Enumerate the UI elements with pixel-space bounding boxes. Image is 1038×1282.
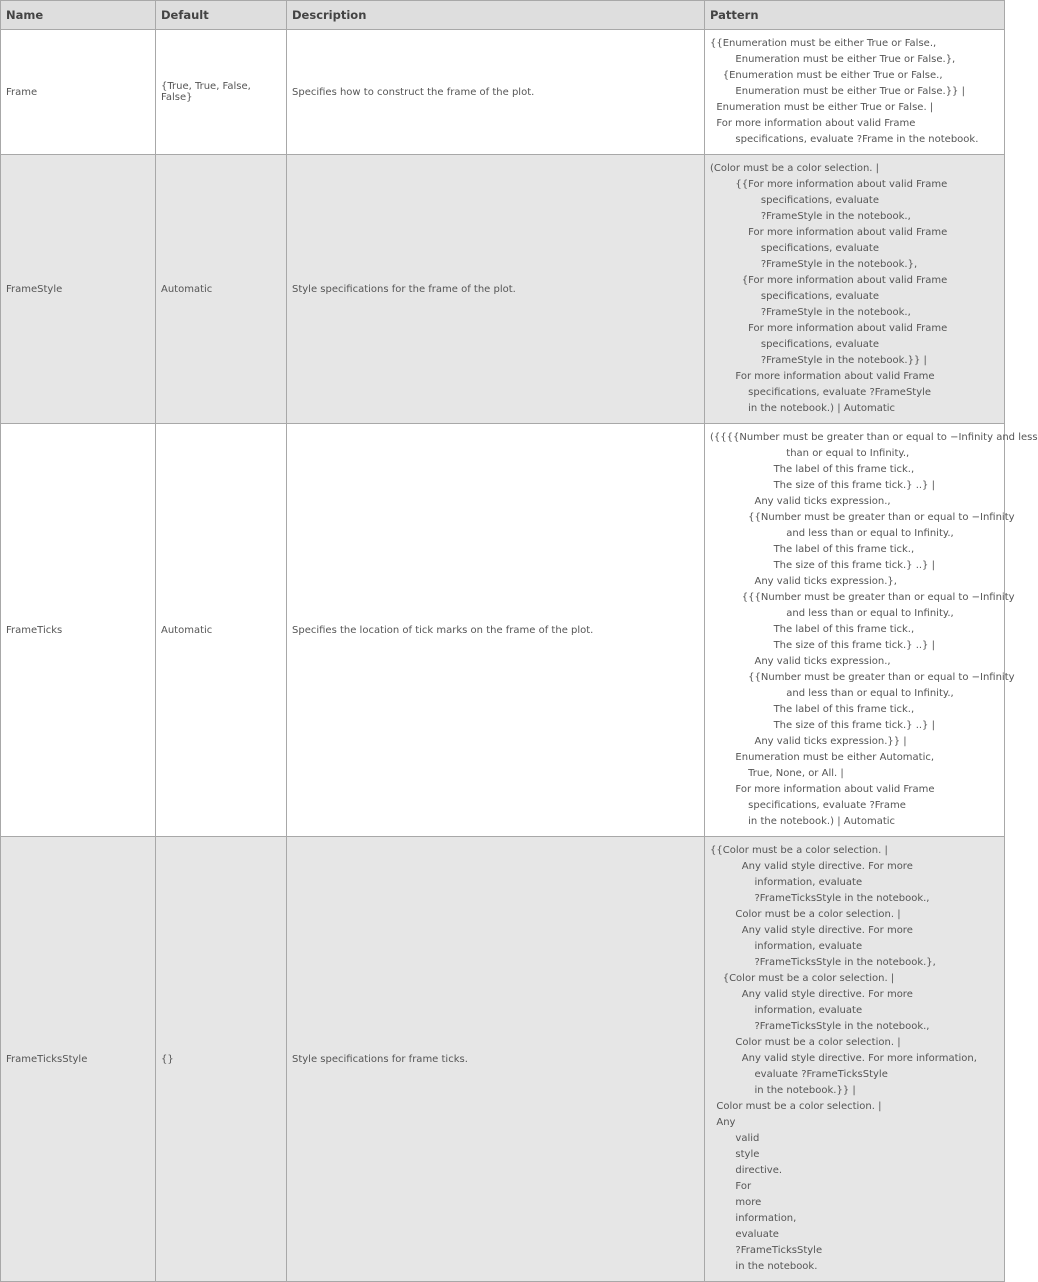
cell-name: FrameStyle	[1, 155, 156, 424]
cell-default: {True, True, False, False}	[156, 30, 287, 155]
pattern-line: Any valid ticks expression.}} |	[710, 736, 907, 747]
pattern-line: The size of this frame tick.} ..} |	[710, 720, 935, 731]
pattern-line: {{Enumeration must be either True or False.,	[710, 38, 937, 49]
pattern-line: directive.	[710, 1165, 783, 1176]
pattern-line: {{Color must be a color selection. |	[710, 845, 888, 856]
pattern-line: The label of this frame tick.,	[710, 624, 915, 635]
cell-default: Automatic	[156, 155, 287, 424]
pattern-line: and less than or equal to Infinity.,	[710, 688, 954, 699]
pattern-line: ?FrameStyle in the notebook.,	[710, 211, 911, 222]
pattern-line: Enumeration must be either True or False.}} |	[710, 86, 965, 97]
pattern-line: than or equal to Infinity.,	[710, 448, 910, 459]
pattern-line: evaluate	[710, 1229, 779, 1240]
header-default[interactable]: Default	[156, 1, 287, 30]
pattern-line: specifications, evaluate	[710, 291, 880, 302]
cell-name: Frame	[1, 30, 156, 155]
table-row-framticksstyle	[1, 837, 1005, 1282]
pattern-line: Any valid style directive. For more	[710, 925, 913, 936]
pattern-line: Any valid ticks expression.},	[710, 576, 897, 587]
table-row-frameticks	[1, 424, 1005, 837]
pattern-line: Any valid style directive. For more	[710, 989, 913, 1000]
pattern-line: Color must be a color selection. |	[710, 1037, 901, 1048]
pattern-line: The size of this frame tick.} ..} |	[710, 560, 935, 571]
pattern-line: information, evaluate	[710, 877, 863, 888]
cell-description: Style specifications for the frame of the plot.	[287, 155, 705, 424]
pattern-line: in the notebook.	[710, 1261, 818, 1272]
cell-name: FrameTicks	[1, 424, 156, 837]
pattern-line: The label of this frame tick.,	[710, 544, 915, 555]
pattern-line: For more information about valid Frame	[710, 784, 935, 795]
cell-description: Style specifications for frame ticks.	[287, 837, 705, 1282]
pattern-line: For more information about valid Frame	[710, 323, 948, 334]
cell-default: Automatic	[156, 424, 287, 837]
pattern-line: True, None, or All. |	[710, 768, 844, 779]
pattern-line: ?FrameTicksStyle in the notebook.},	[710, 957, 936, 968]
pattern-line: Any	[710, 1117, 736, 1128]
cell-pattern	[705, 30, 1005, 155]
pattern-line: For more information about valid Frame	[710, 227, 948, 238]
pattern-line: ?FrameTicksStyle in the notebook.,	[710, 893, 930, 904]
pattern-line: ({{{{Number must be greater than or equal to −Infinity and less	[710, 432, 1038, 443]
pattern-line: Color must be a color selection. |	[710, 1101, 882, 1112]
cell-pattern	[705, 155, 1005, 424]
pattern-line: specifications, evaluate	[710, 195, 880, 206]
pattern-line: For more information about valid Frame	[710, 371, 935, 382]
header-name[interactable]: Name	[1, 1, 156, 30]
header-description[interactable]: Description	[287, 1, 705, 30]
pattern-line: For	[710, 1181, 752, 1192]
pattern-line: ?FrameTicksStyle in the notebook.,	[710, 1021, 930, 1032]
pattern-line: information, evaluate	[710, 941, 863, 952]
pattern-line: ?FrameStyle in the notebook.,	[710, 307, 911, 318]
pattern-line: specifications, evaluate ?FrameStyle	[710, 387, 932, 398]
pattern-line: ?FrameTicksStyle	[710, 1245, 823, 1256]
cell-description: Specifies how to construct the frame of the plot.	[287, 30, 705, 155]
pattern-line: Any valid style directive. For more	[710, 861, 913, 872]
pattern-line: For more information about valid Frame	[710, 118, 916, 129]
pattern-line: specifications, evaluate	[710, 243, 880, 254]
pattern-line: Any valid style directive. For more information,	[710, 1053, 977, 1064]
pattern-line: and less than or equal to Infinity.,	[710, 608, 954, 619]
table-row-frame	[1, 30, 1005, 155]
pattern-line: The label of this frame tick.,	[710, 464, 915, 475]
pattern-line: {Color must be a color selection. |	[710, 973, 895, 984]
pattern-line: specifications, evaluate ?Frame	[710, 800, 906, 811]
cell-name: FrameTicksStyle	[1, 837, 156, 1282]
cell-description: Specifies the location of tick marks on the frame of the plot.	[287, 424, 705, 837]
pattern-line: ?FrameStyle in the notebook.},	[710, 259, 918, 270]
cell-pattern	[705, 424, 1038, 837]
pattern-line: in the notebook.}} |	[710, 1085, 856, 1096]
header-row	[1, 1, 1005, 30]
pattern-line: Any valid ticks expression.,	[710, 496, 891, 507]
pattern-line: ?FrameStyle in the notebook.}} |	[710, 355, 927, 366]
table-body	[1, 30, 1038, 1282]
pattern-line: more	[710, 1197, 762, 1208]
pattern-line: specifications, evaluate ?Frame in the notebook.	[710, 134, 979, 145]
pattern-line: {{Number must be greater than or equal to −Infinity	[710, 672, 1015, 683]
pattern-line: Enumeration must be either True or False.},	[710, 54, 956, 65]
header-pattern[interactable]: Pattern	[705, 1, 1005, 30]
cell-pattern	[705, 837, 1005, 1282]
pattern-line: Enumeration must be either True or False. |	[710, 102, 934, 113]
table-row-framestyle	[1, 155, 1005, 424]
pattern-line: information, evaluate	[710, 1005, 863, 1016]
pattern-line: valid	[710, 1133, 760, 1144]
pattern-line: (Color must be a color selection. |	[710, 163, 880, 174]
pattern-line: style	[710, 1149, 760, 1160]
pattern-line: Any valid ticks expression.,	[710, 656, 891, 667]
pattern-line: information,	[710, 1213, 797, 1224]
pattern-line: in the notebook.) | Automatic	[710, 816, 896, 827]
pattern-line: The size of this frame tick.} ..} |	[710, 640, 935, 651]
pattern-line: {{For more information about valid Frame	[710, 179, 948, 190]
pattern-line: and less than or equal to Infinity.,	[710, 528, 954, 539]
pattern-line: {For more information about valid Frame	[710, 275, 948, 286]
pattern-line: The size of this frame tick.} ..} |	[710, 480, 935, 491]
pattern-line: specifications, evaluate	[710, 339, 880, 350]
pattern-line: in the notebook.) | Automatic	[710, 403, 896, 414]
pattern-line: {Enumeration must be either True or False.,	[710, 70, 943, 81]
pattern-line: {{{Number must be greater than or equal to −Infinity	[710, 592, 1015, 603]
pattern-line: Enumeration must be either Automatic,	[710, 752, 935, 763]
pattern-line: Color must be a color selection. |	[710, 909, 901, 920]
pattern-line: The label of this frame tick.,	[710, 704, 915, 715]
cell-default: {}	[156, 837, 287, 1282]
pattern-line: evaluate ?FrameTicksStyle	[710, 1069, 888, 1080]
pattern-line: {{Number must be greater than or equal to −Infinity	[710, 512, 1015, 523]
